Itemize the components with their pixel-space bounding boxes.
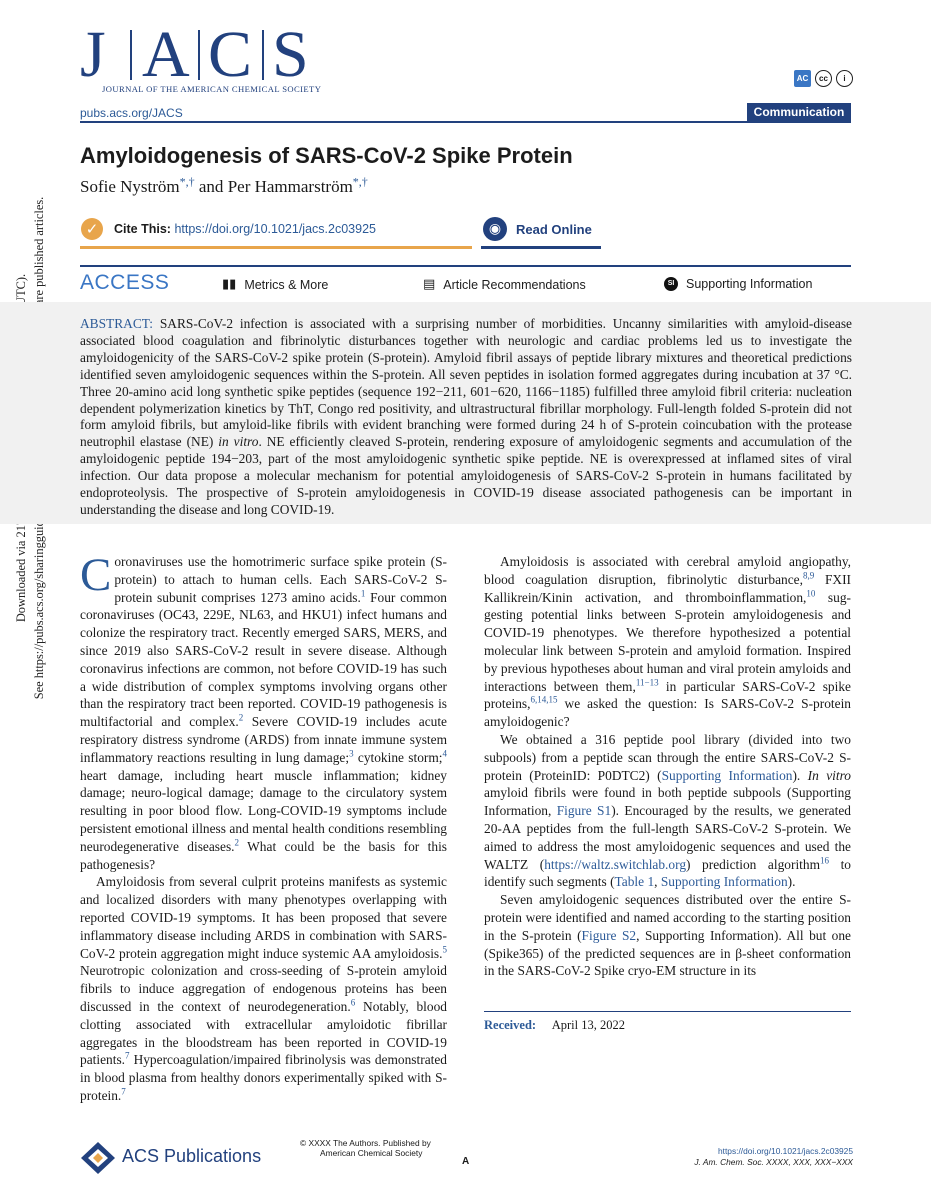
svg-text:S: S: [272, 22, 309, 82]
reference-link[interactable]: 2: [238, 712, 244, 723]
reference-link[interactable]: 10: [806, 588, 816, 599]
author-name[interactable]: Sofie Nyström: [80, 177, 180, 196]
reference-link[interactable]: 16: [820, 855, 829, 866]
body-paragraph: We obtained a 316 peptide pool library (divided into two subpools) from a peptide scan through the entire SARS-CoV-2 S-protein (ProteinID: P0DTC2) (Supporting Information). In vitro amyloid fibrils were found in both peptide subpools (Supporting Information, Figure S1). Encouraged by the results, we generated 20-AA peptides from the full-length SARS-CoV-2 S-protein. We aimed to address the most amyloidogenic sequences and used the WALTZ (https://waltz.switchlab.org) prediction algorithm$^{16}$ to identify such segments (Table 1, Supporting Information).: [484, 731, 851, 890]
figure-link[interactable]: Figure S2: [581, 927, 637, 943]
abstract-label: ABSTRACT:: [80, 316, 153, 331]
metrics-button[interactable]: [222, 277, 328, 292]
body-column-left: [80, 549, 447, 1105]
cite-this: [114, 222, 376, 236]
abstract: [80, 316, 852, 519]
abstract-text: . NE efficiently cleaved S-protein, rendering exposure of amyloidogenic segments and accumulation of the amyloidogenic peptide 194−203, part of the most amyloidogenic synthetic spike peptide. NE is overexpressed at inflamed sites of viral infection. Our data propose a molecular mechanism for potential amyloidogenesis of SARS-CoV-2 S-protein in humans facilitated by endoproteolysis. The prospective of S-protein amyloidogenesis in COVID-19 disease associated pathogenesis can be important in understanding the disease and long COVID-19.: [80, 434, 852, 517]
attribution-icon[interactable]: i: [836, 70, 853, 87]
copyright-notice: © XXXX The Authors. Published by American Chemical Society: [300, 1138, 431, 1158]
reference-link[interactable]: 8,9: [802, 570, 815, 581]
reference-link[interactable]: 7: [121, 1086, 126, 1097]
acs-publications-logo-text: ACS Publications: [122, 1146, 262, 1166]
footer-doi-link[interactable]: https://doi.org/10.1021/jacs.2c03925: [717, 1146, 853, 1156]
acs-publications-logo-icon[interactable]: [80, 1141, 116, 1175]
supporting-info-button[interactable]: [664, 277, 812, 291]
journal-name: JOURNAL OF THE AMERICAN CHEMICAL SOCIETY: [102, 84, 322, 94]
supporting-info-link[interactable]: Supporting Information: [660, 874, 788, 890]
body-paragraph: Coronaviruses use the homotrimeric surface spike protein (S-protein) to attach to human cells. Each SARS-CoV-2 S-protein subunit comprises 1273 amino acids.$^1$ Four common coronaviruses (OC43, 229E, NL63, and HKU1) infect humans and colonize the respiratory tract. Recently emerged SARS, MERS, and since 2019 also SARS-CoV-2 result in severe disease. Although coronavirus infections are common, not before COVID-19 has such a wide distribution of complex symptoms involving organs other than the respiratory tract been reported. COVID-19 pathogenesis is multifactorial and complex.$^2$ Severe COVID-19 includes acute respiratory distress syndrome (ARDS) from innate immune system inflammatory reactions resulting in lung damage;$^3$ cytokine storm;$^4$ heart damage, including heart muscle inflammation; kidney damage; neuro-logical damage; damage to the circulatory system resulting in poor blood flow. Long-COVID-19 symptoms include persistent emotional illness and mental health conditions resembling neurodegenerative diseases.$^2$ What could be the basis for this pathogenesis?: [80, 549, 447, 872]
table-link[interactable]: Table 1: [614, 874, 655, 890]
journal-reference: J. Am. Chem. Soc. XXXX, XXX, XXX−XXX: [694, 1157, 853, 1167]
received-value: April 13, 2022: [551, 1018, 625, 1032]
document-icon: ▤: [423, 277, 436, 292]
si-icon: SI: [664, 277, 678, 291]
abstract-italic: in vitro: [218, 434, 259, 450]
reference-link[interactable]: 4: [442, 748, 447, 759]
jacs-logo-letters: J: [80, 22, 106, 82]
author-choice-icon[interactable]: AC: [794, 70, 811, 87]
reference-link[interactable]: 3: [349, 748, 354, 759]
doi-link[interactable]: https://doi.org/10.1021/jacs.2c03925: [174, 222, 376, 236]
reference-link[interactable]: 1: [360, 588, 366, 599]
figure-link[interactable]: Figure S1: [551, 803, 612, 819]
jacs-logo-mark: [80, 22, 330, 82]
body-paragraph: Seven amyloidogenic sequences distributed over the entire S-protein were identified and named according to the starting position in the S-protein (Figure S2, Supporting Information). All but one (Spike365) of the predicted sequences are in β-sheet conformation in the SARS-CoV-2 Spike cryo-EM structure in its: [484, 892, 851, 979]
drop-cap: C: [80, 549, 112, 601]
recommendations-button[interactable]: [423, 277, 586, 292]
article-title: Amyloidogenesis of SARS-CoV-2 Spike Protein: [80, 143, 573, 168]
globe-icon[interactable]: ◉: [483, 217, 507, 241]
author-separator: and: [194, 177, 228, 196]
author-list: [80, 174, 368, 197]
received-date: [484, 1018, 625, 1033]
waltz-link[interactable]: https://waltz.switchlab.org: [544, 856, 687, 872]
body-paragraph: Amyloidosis from several culprit proteins manifests as systemic and localized disorders with many phenotypes overlapping with reported COVID-19 symptoms. It has been proposed that severe inflammatory disease including ARDS in combination with SARS-CoV-2 protein aggregation might induce systemic AA amyloidosis.$^5$ Neurotropic colonization and cross-seeding of S-protein amyloid fibrils to induce aggregation of endogenous proteins has been discussed in the context of neurodegeneration.$^6$ Notably, blood clotting associated with extracellular amyloidotic fibrillar aggregates in the bloodstream has been reported in COVID-19 patients.$^7$ Hypercoagulation/impaired fibrinolysis was demonstrated in blood plasma from healthy donors experimentally spiked with S-protein.$^7$: [80, 874, 447, 1103]
article-type-badge: Communication: [747, 103, 851, 122]
cite-label: Cite This:: [114, 222, 171, 236]
checkmark-icon: ✓: [81, 218, 103, 240]
received-divider: [484, 1011, 851, 1012]
reference-link[interactable]: 11−13: [635, 677, 659, 688]
svg-text:C: C: [208, 22, 253, 82]
license-badges: [794, 70, 853, 87]
access-divider: [80, 265, 851, 267]
journal-url-link[interactable]: pubs.acs.org/JACS: [80, 106, 183, 120]
body-paragraph: Amyloidosis is associated with cerebral amyloid angiopathy, blood coagulation disruption, fibrinolytic disturbance,$^{8,9}$ FXII Kallikrein/Kinin activation, and thromboinflammation,$^{10}$ sug-gesting potential links between S-protein amyloidogenesis and COVID-19 phenotypes. We therefore hypothesized a potential molecular link between S-protein and amyloid formation. Inspired by previous hypotheses about human and viral protein amyloids and interactions between them,$^{11-13}$ in particular SARS-CoV-2 spike proteins,$^{6,14,15}$ we asked the question: Is SARS-CoV-2 S-protein amyloidogenic?: [484, 554, 851, 730]
supporting-info-link[interactable]: Supporting Information: [661, 767, 793, 783]
page-number: A: [462, 1156, 470, 1167]
metrics-label: Metrics & More: [244, 277, 329, 292]
supporting-info-label: Supporting Information: [686, 277, 813, 291]
reference-link[interactable]: 2: [234, 837, 240, 848]
abstract-text: SARS-CoV-2 infection is associated with a surprising number of morbidities. Uncanny similarities with amyloid-disease associated blood coagulation and fibrinolytic disturbances together with neurologic and cardiac problems led us to investigate the amyloidogenicity of the SARS-CoV-2 spike protein (S-protein). Amyloid fibril assays of peptide library mixtures and theoretical predictions identified seven amyloidogenic sequences within the S-protein. All seven peptides in isolation formed aggregates during incubation at 37 °C. Three 20-amino acid long synthetic spike peptides (sequence 192−211, 601−620, 1166−1185) fulfilled three amyloid fibril criteria: nucleation dependent polymerization kinetics by ThT, Congo red positivity, and ultrastructural fibrillar morphology. Full-length folded S-protein did not form amyloid fibrils, but amyloid-like fibrils with evident branching were formed during 24 h of S-protein coincubation with the protease neutrophil elastase (NE): [80, 316, 852, 450]
recommendations-label: Article Recommendations: [443, 277, 586, 292]
reference-link[interactable]: 6,14,15: [530, 694, 558, 705]
received-label: Received:: [484, 1018, 537, 1032]
body-column-right: [484, 553, 851, 980]
reference-link[interactable]: 7: [125, 1050, 130, 1061]
svg-text:A: A: [142, 22, 190, 82]
header-divider: [80, 121, 851, 123]
access-label: ACCESS: [80, 271, 170, 294]
read-online-button[interactable]: Read Online: [516, 222, 592, 237]
author-name[interactable]: Per Hammarström: [227, 177, 353, 196]
author-affiliation-mark[interactable]: *,†: [179, 174, 195, 189]
author-affiliation-mark[interactable]: *,†: [352, 174, 368, 189]
reference-link[interactable]: 5: [442, 944, 447, 955]
jacs-logo[interactable]: [80, 22, 330, 92]
creative-commons-icon[interactable]: cc: [815, 70, 832, 87]
reference-link[interactable]: 6: [350, 997, 356, 1008]
bar-chart-icon: ▮▮: [222, 277, 237, 292]
